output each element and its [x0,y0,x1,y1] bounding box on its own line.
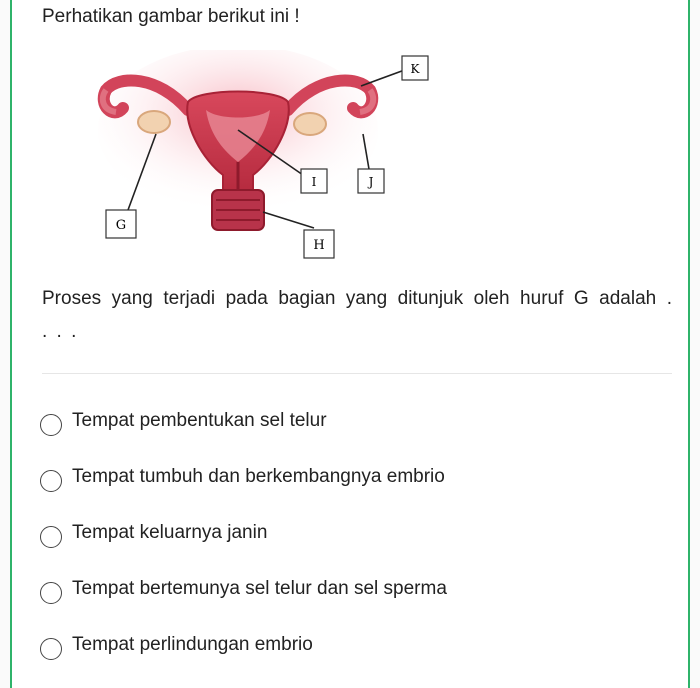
option-b[interactable] [40,454,660,510]
question-text: Proses yang terjadi pada bagian yang ditunjuk oleh huruf G adalah . . . . [42,288,672,342]
radio-icon[interactable] [40,582,62,604]
radio-icon[interactable] [40,470,62,492]
option-label: Tempat bertemunya sel telur dan sel sperma [72,578,447,599]
option-d[interactable] [40,566,660,622]
option-c[interactable] [40,510,660,566]
answer-options [40,398,660,678]
left-edge [0,0,12,688]
option-a[interactable] [40,398,660,454]
label-g [106,210,136,238]
label-j [358,169,384,193]
option-e[interactable] [40,622,660,678]
svg-text:I: I [311,175,317,189]
reproductive-organ-figure [88,50,448,266]
option-label: Tempat keluarnya janin [72,522,268,543]
label-k [402,56,428,80]
svg-text:K: K [410,62,420,76]
svg-text:J: J [368,175,374,189]
option-label: Tempat pembentukan sel telur [72,410,327,431]
radio-icon[interactable] [40,414,62,436]
svg-text:G: G [115,218,127,233]
label-h [304,230,334,258]
question-card [12,0,686,688]
svg-text:H: H [313,238,325,253]
option-label: Tempat perlindungan embrio [72,634,313,655]
left-ovary [138,111,170,133]
divider [42,373,672,374]
radio-icon[interactable] [40,526,62,548]
option-label: Tempat tumbuh dan berkembangnya embrio [72,466,445,487]
right-ovary [294,113,326,135]
right-edge [688,0,700,688]
question-intro: Perhatikan gambar berikut ini ! [42,6,300,27]
radio-icon[interactable] [40,638,62,660]
label-i [301,169,327,193]
